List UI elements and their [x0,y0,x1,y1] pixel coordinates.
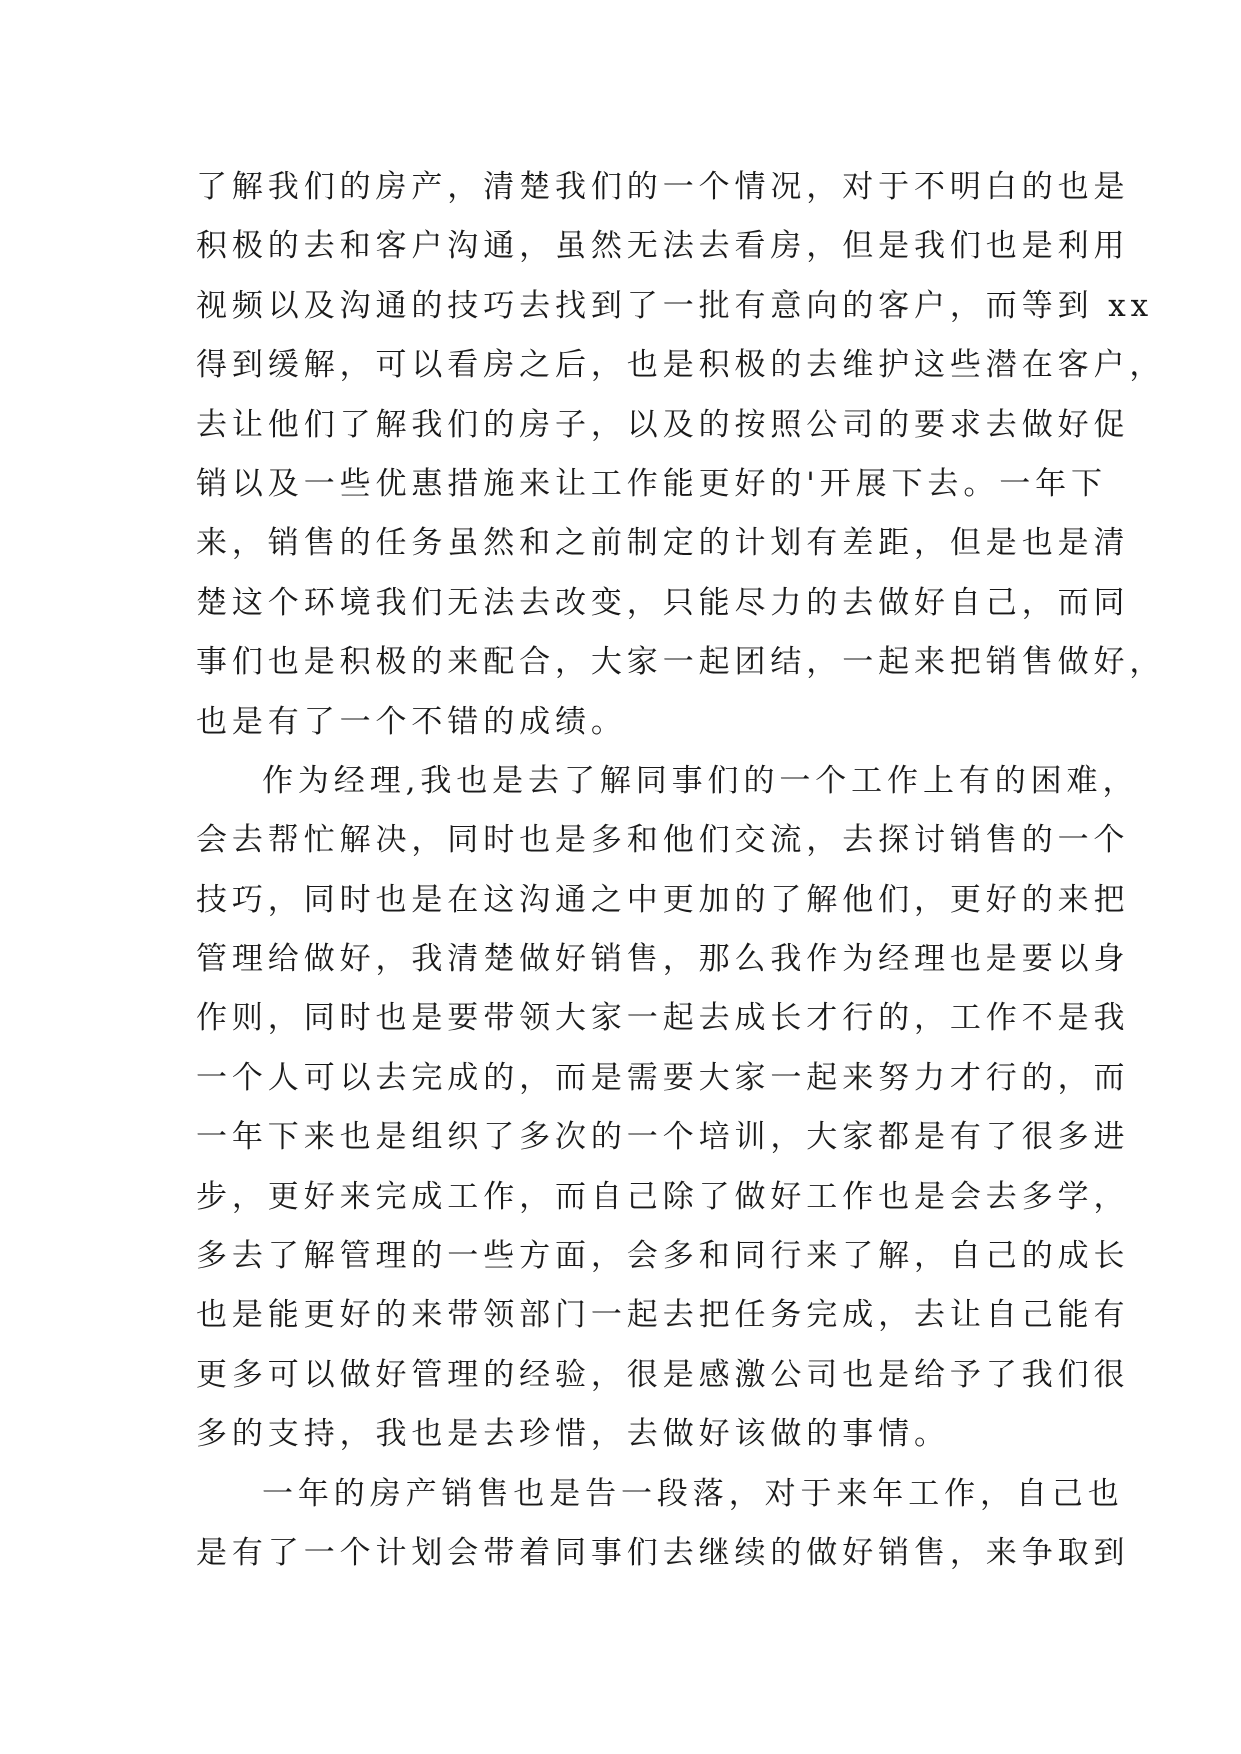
text-line: 会去帮忙解决，同时也是多和他们交流，去探讨销售的一个 [196,822,1130,859]
text-line: 步，更好来完成工作，而自己除了做好工作也是会去多学， [196,1178,1130,1215]
document-body [196,158,1166,1583]
text-line: 作则，同时也是要带领大家一起去成长才行的，工作不是我 [196,1000,1130,1037]
text-line: 积极的去和客户沟通，虽然无法去看房，但是我们也是利用 [196,228,1130,265]
text-line: 也是能更好的来带领部门一起去把任务完成，去让自己能有 [196,1297,1130,1334]
text-line: 一个人可以去完成的，而是需要大家一起来努力才行的，而 [196,1059,1130,1096]
text-line: 多去了解管理的一些方面，会多和同行来了解，自己的成长 [196,1238,1130,1275]
text-line: 来，销售的任务虽然和之前制定的计划有差距，但是也是清 [196,525,1130,562]
text-line: 一年下来也是组织了多次的一个培训，大家都是有了很多进 [196,1119,1130,1156]
paragraph-first-line: 一年的房产销售也是告一段落，对于来年工作，自己也 [262,1475,1124,1512]
text-line: 多的支持，我也是去珍惜，去做好该做的事情。 [196,1416,950,1453]
text-line: 销以及一些优惠措施来让工作能更好的'开展下去。一年下 [196,465,1107,502]
text-line: 去让他们了解我们的房子，以及的按照公司的要求去做好促 [196,406,1130,443]
text-line: 更多可以做好管理的经验，很是感激公司也是给予了我们很 [196,1356,1130,1393]
text-line: 管理给做好，我清楚做好销售，那么我作为经理也是要以身 [196,941,1130,978]
text-line: 是有了一个计划会带着同事们去继续的做好销售，来争取到 [196,1534,1130,1571]
text-line: 事们也是积极的来配合，大家一起团结，一起来把销售做好， [196,644,1166,681]
text-line: 也是有了一个不错的成绩。 [196,703,627,740]
text-line: 技巧，同时也是在这沟通之中更加的了解他们，更好的来把 [196,881,1130,918]
paragraph-first-line: 作为经理,我也是去了解同事们的一个工作上有的困难， [262,762,1139,799]
text-line: 视频以及沟通的技巧去找到了一批有意向的客户，而等到 xx [196,287,1154,324]
text-line: 楚这个环境我们无法去改变，只能尽力的去做好自己，而同 [196,584,1130,621]
text-line: 了解我们的房产，清楚我们的一个情况，对于不明白的也是 [196,169,1130,205]
text-line: 得到缓解，可以看房之后，也是积极的去维护这些潜在客户， [196,347,1166,384]
